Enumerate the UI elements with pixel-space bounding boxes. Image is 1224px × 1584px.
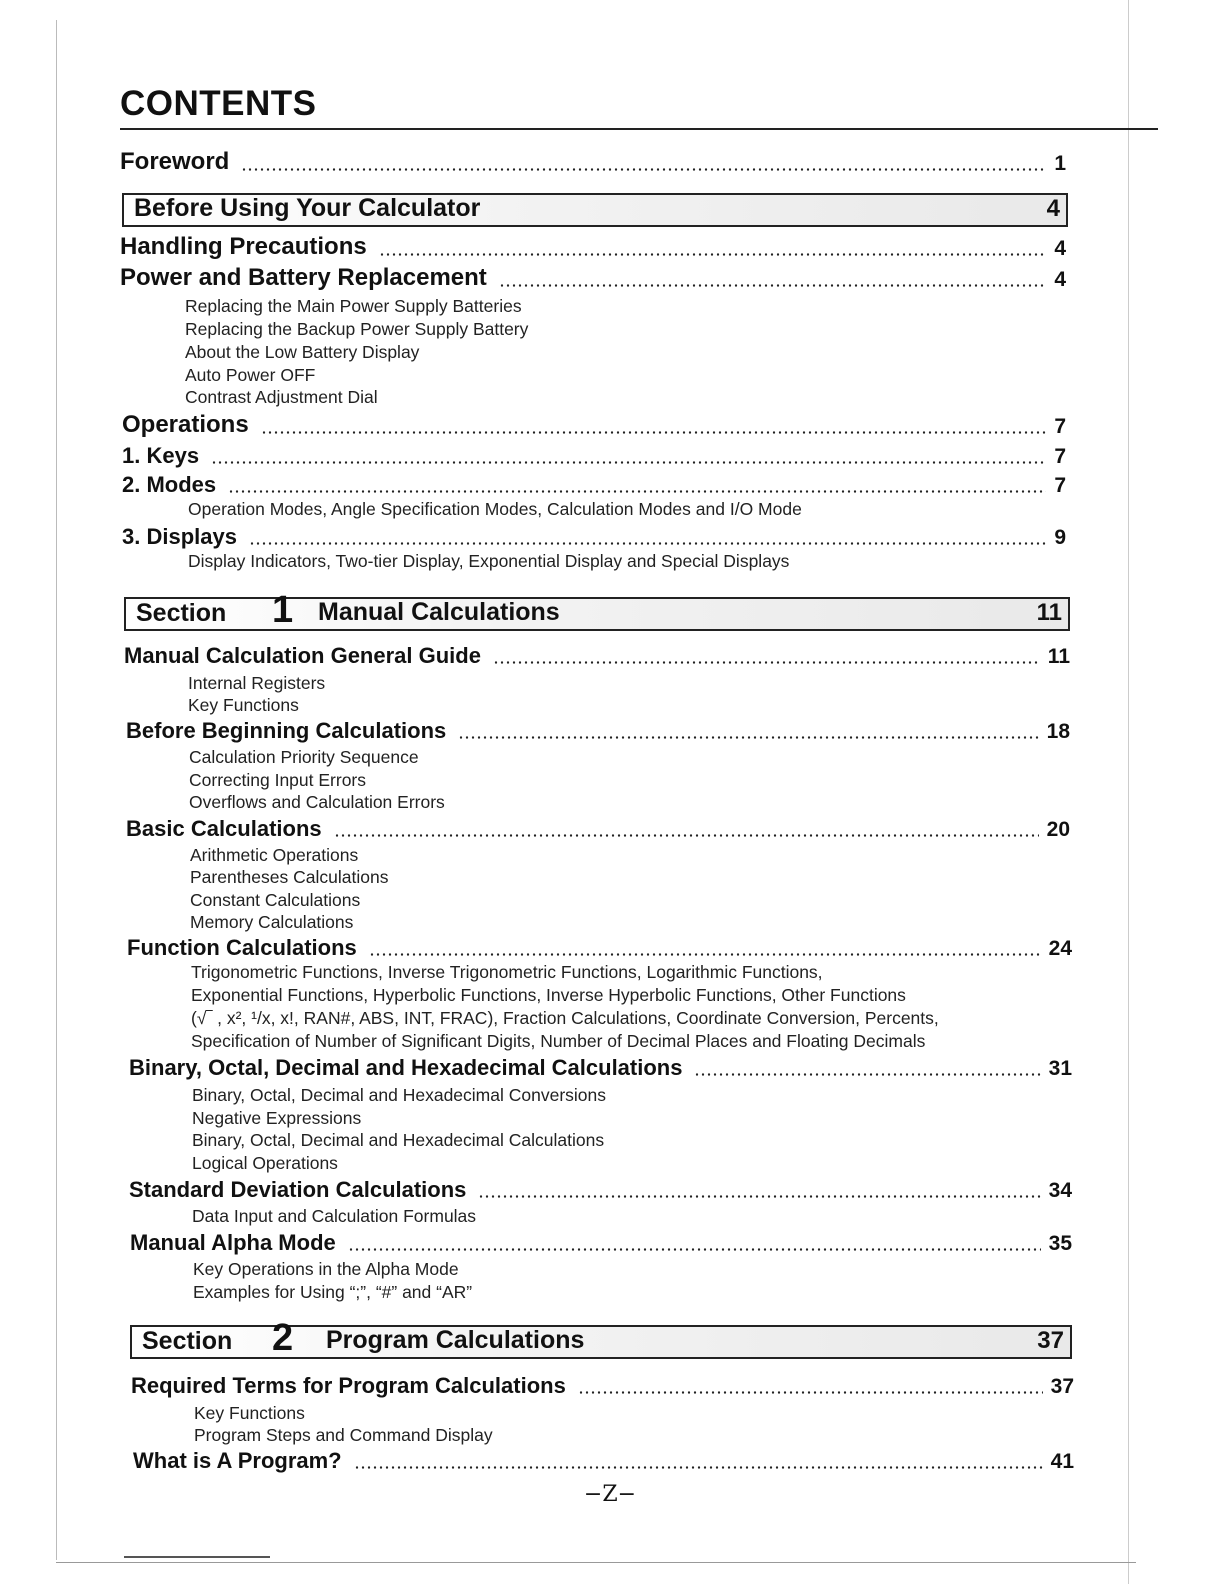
toc-page: 11 xyxy=(1047,645,1070,668)
toc-subentry: Auto Power OFF xyxy=(185,365,316,385)
toc-subentry: Data Input and Calculation Formulas xyxy=(192,1206,477,1226)
toc-page: 18 xyxy=(1046,720,1070,743)
page-left-edge xyxy=(56,20,57,1560)
section-header-before-using[interactable] xyxy=(122,193,1068,227)
toc-page: 7 xyxy=(1054,474,1066,497)
toc-label: Binary, Octal, Decimal and Hexadecimal Calculations xyxy=(129,1055,683,1080)
section-header-section-2[interactable] xyxy=(130,1317,1072,1359)
toc-subentry: Negative Expressions xyxy=(192,1108,362,1128)
toc-subentry: Display Indicators, Two-tier Display, Exponential Display and Special Displays xyxy=(188,551,790,571)
toc-subentry: Exponential Functions, Hyperbolic Functions, Inverse Hyperbolic Functions, Other Functions xyxy=(191,985,906,1005)
toc-subentry: Examples for Using “;”, “#” and “AR” xyxy=(193,1282,473,1302)
page-bottom-line xyxy=(56,1562,1136,1563)
toc-entry-operations[interactable] xyxy=(122,411,1066,439)
toc-entry-keys[interactable] xyxy=(122,443,1066,469)
toc-label: 3. Displays xyxy=(122,524,237,549)
toc-page: 4 xyxy=(1054,237,1066,260)
toc-subentry: Logical Operations xyxy=(192,1153,338,1173)
section-word: Section xyxy=(142,1327,233,1355)
dot-leader xyxy=(369,953,1041,956)
toc-subentry: Key Operations in the Alpha Mode xyxy=(193,1259,459,1279)
toc-label: Basic Calculations xyxy=(126,816,322,841)
toc-page: 7 xyxy=(1054,445,1066,468)
toc-label: Power and Battery Replacement xyxy=(120,264,487,291)
section-name: Manual Calculations xyxy=(318,598,560,626)
dot-leader xyxy=(334,834,1039,837)
toc-label: Required Terms for Program Calculations xyxy=(131,1373,566,1398)
title-rule xyxy=(120,128,1158,130)
toc-subentry: Calculation Priority Sequence xyxy=(189,747,419,767)
toc-page: 1 xyxy=(1054,152,1066,175)
toc-subentry: Contrast Adjustment Dial xyxy=(185,387,378,407)
toc-entry-handling-precautions[interactable] xyxy=(120,233,1066,261)
toc-label: Before Beginning Calculations xyxy=(126,718,447,743)
toc-entry-binary-octal[interactable] xyxy=(129,1055,1072,1081)
toc-label: 2. Modes xyxy=(122,472,217,497)
toc-subentry: Trigonometric Functions, Inverse Trigonometric Functions, Logarithmic Functions, xyxy=(191,962,823,982)
section-page: 11 xyxy=(1036,599,1062,626)
toc-entry-basic-calculations[interactable] xyxy=(126,816,1070,842)
toc-entry-power-battery[interactable] xyxy=(120,264,1066,292)
dot-leader xyxy=(249,542,1046,545)
toc-subentry: Overflows and Calculation Errors xyxy=(189,792,445,812)
toc-subentry: Arithmetic Operations xyxy=(190,845,359,865)
toc-label: Standard Deviation Calculations xyxy=(129,1177,467,1202)
section-number: 2 xyxy=(272,1317,294,1359)
dot-leader xyxy=(241,168,1046,171)
toc-label: Foreword xyxy=(120,148,230,175)
toc-subentry: Program Steps and Command Display xyxy=(194,1425,493,1445)
dot-leader xyxy=(261,431,1047,434)
toc-page: 20 xyxy=(1046,818,1070,841)
toc-subentry: Key Functions xyxy=(188,695,299,715)
dot-leader xyxy=(379,253,1047,256)
dot-leader xyxy=(578,1391,1043,1394)
page-right-edge xyxy=(1128,0,1129,1584)
toc-label: Handling Precautions xyxy=(120,233,367,260)
section-header-section-1[interactable] xyxy=(124,589,1070,631)
dot-leader xyxy=(499,284,1047,287)
toc-page: 24 xyxy=(1048,937,1072,960)
toc-page: 34 xyxy=(1048,1179,1072,1202)
toc-entry-displays[interactable] xyxy=(122,524,1066,550)
toc-subentry: Specification of Number of Significant Digits, Number of Decimal Places and Floating Decimals xyxy=(191,1031,926,1051)
toc-subentry: Binary, Octal, Decimal and Hexadecimal Calculations xyxy=(192,1130,605,1150)
toc-entry-before-beginning[interactable] xyxy=(126,718,1070,744)
toc-subentry: About the Low Battery Display xyxy=(185,342,420,362)
toc-label: Manual Alpha Mode xyxy=(130,1230,336,1255)
toc-page: 35 xyxy=(1048,1232,1072,1255)
toc-label: What is A Program? xyxy=(133,1448,342,1473)
dot-leader xyxy=(478,1195,1040,1198)
section-number: 1 xyxy=(272,589,294,631)
toc-entry-standard-deviation[interactable] xyxy=(129,1177,1072,1203)
toc-page: 41 xyxy=(1050,1450,1074,1473)
toc-entry-what-is-a-program[interactable] xyxy=(133,1448,1074,1474)
dot-leader xyxy=(458,736,1038,739)
toc-label: 1. Keys xyxy=(122,443,200,468)
section-title: Before Using Your Calculator xyxy=(134,194,481,222)
dot-leader xyxy=(694,1073,1040,1076)
toc-entry-manual-general-guide[interactable] xyxy=(124,643,1070,669)
toc-subentry: Parentheses Calculations xyxy=(190,867,389,887)
section-name: Program Calculations xyxy=(326,1326,585,1354)
toc-label: Manual Calculation General Guide xyxy=(124,643,481,668)
toc-subentry: Replacing the Main Power Supply Batteries xyxy=(185,296,522,316)
dot-leader xyxy=(211,461,1046,464)
toc-subentry: Correcting Input Errors xyxy=(189,770,367,790)
toc-entry-required-terms[interactable] xyxy=(131,1373,1074,1399)
toc-entry-modes[interactable] xyxy=(122,472,1066,498)
toc-page: 7 xyxy=(1054,415,1066,438)
page-number: −Z− xyxy=(583,1482,637,1507)
dot-leader xyxy=(348,1248,1041,1251)
toc-entry-manual-alpha-mode[interactable] xyxy=(130,1230,1072,1256)
toc-subentry: Operation Modes, Angle Specification Modes, Calculation Modes and I/O Mode xyxy=(188,499,802,519)
toc-subentry: Constant Calculations xyxy=(190,890,361,910)
toc-page: 9 xyxy=(1054,526,1066,549)
dot-leader xyxy=(493,661,1040,664)
toc-label: Operations xyxy=(122,411,249,438)
toc-subentry: Binary, Octal, Decimal and Hexadecimal Conversions xyxy=(192,1085,607,1105)
footer-mark xyxy=(124,1556,270,1558)
dot-leader xyxy=(354,1466,1043,1469)
toc-page: 31 xyxy=(1048,1057,1072,1080)
dot-leader xyxy=(228,490,1046,493)
page-title: CONTENTS xyxy=(120,84,317,123)
toc-page: 37 xyxy=(1050,1375,1074,1398)
toc-page: 4 xyxy=(1054,268,1066,291)
toc-subentry: Internal Registers xyxy=(188,673,326,693)
section-page: 4 xyxy=(1046,195,1060,222)
toc-subentry: (√‾ , x², ¹/x, x!, RAN#, ABS, INT, FRAC), Fraction Calculations, Coordinate Conversion, Percents, xyxy=(191,1008,939,1028)
toc-entry-foreword[interactable] xyxy=(120,148,1066,176)
toc-subentry: Memory Calculations xyxy=(190,912,354,932)
toc-entry-function-calculations[interactable] xyxy=(127,935,1072,961)
section-page: 37 xyxy=(1037,1327,1064,1354)
toc-label: Function Calculations xyxy=(127,935,357,960)
toc-subentry: Key Functions xyxy=(194,1403,305,1423)
toc-subentry: Replacing the Backup Power Supply Battery xyxy=(185,319,529,339)
section-word: Section xyxy=(136,599,227,627)
